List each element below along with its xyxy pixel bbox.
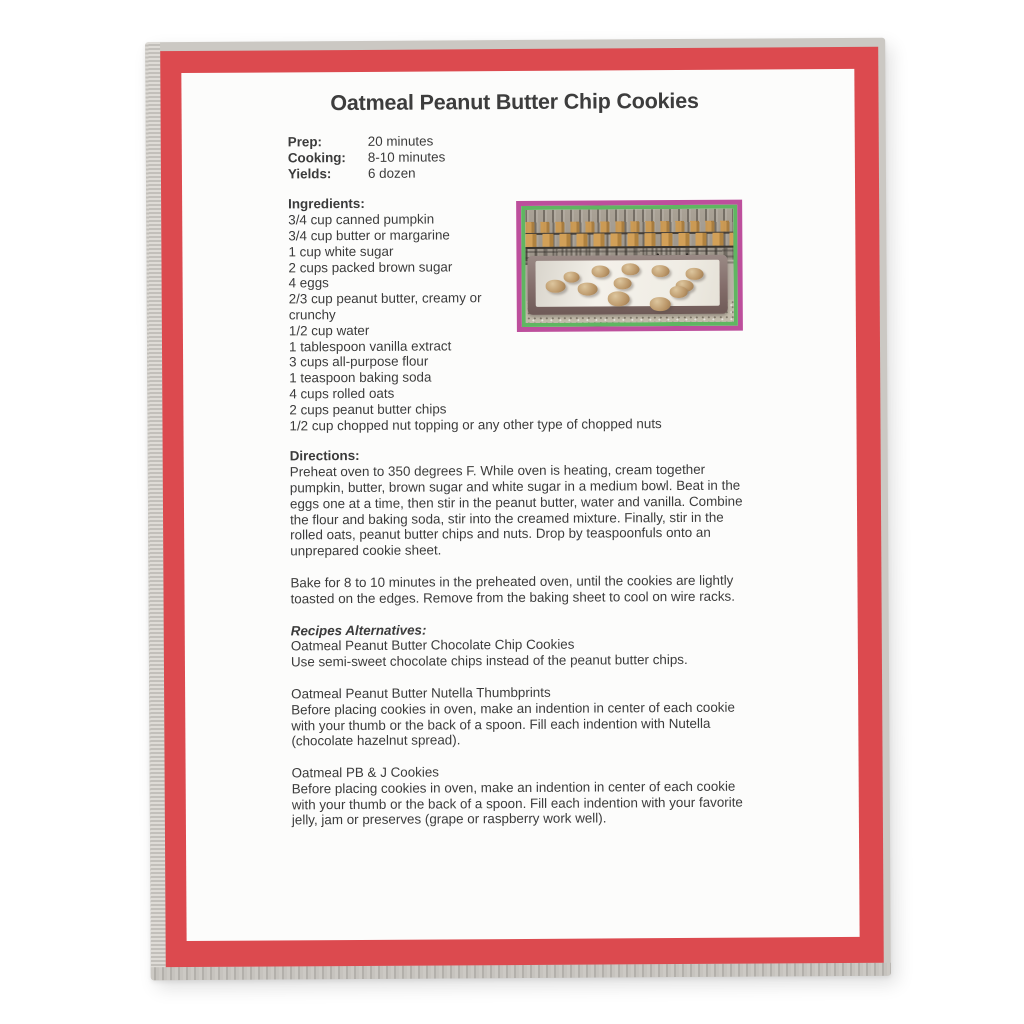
alternative-description: Before placing cookies in oven, make an indention in center of each cookie with your thumb or the back of a spoon. Fill each indention with your favorite jelly, jam or preserves (grape or raspberry work well). bbox=[291, 778, 743, 828]
meta-label: Cooking: bbox=[287, 149, 346, 166]
ingredient-item: 1/2 cup water bbox=[288, 322, 370, 339]
meta-label: Yields: bbox=[287, 165, 332, 181]
ingredient-item: 1 cup white sugar bbox=[288, 243, 394, 260]
directions-section bbox=[290, 446, 745, 607]
cookie-photo-scene bbox=[525, 209, 734, 323]
alternative-name: Oatmeal PB & J Cookies bbox=[291, 764, 440, 781]
meta-value: 6 dozen bbox=[367, 165, 416, 181]
cookie-dough bbox=[621, 263, 639, 275]
ingredient-item: 3 cups all-purpose flour bbox=[289, 353, 429, 370]
alternative-recipe bbox=[292, 763, 746, 829]
alternative-recipe bbox=[291, 684, 745, 750]
alternatives-heading: Recipes Alternatives: bbox=[290, 622, 427, 638]
alternative-recipe bbox=[291, 636, 745, 670]
alternatives-section bbox=[291, 620, 746, 829]
cookie-photo-inner-border bbox=[521, 205, 738, 327]
alternative-description: Use semi-sweet chocolate chips instead of the peanut butter chips. bbox=[290, 652, 688, 670]
cookie-dough bbox=[578, 282, 598, 295]
recipe-title: Oatmeal Peanut Butter Chip Cookies bbox=[330, 88, 699, 116]
ingredient-item: 4 eggs bbox=[288, 275, 329, 291]
meta-value: 20 minutes bbox=[367, 133, 434, 149]
cookie-dough bbox=[546, 279, 566, 292]
ingredient-item: 3/4 cup butter or margarine bbox=[288, 227, 450, 244]
meta-label: Prep: bbox=[287, 134, 323, 150]
recipe-meta bbox=[288, 132, 742, 182]
cookie-photo bbox=[516, 200, 743, 332]
ingredient-item: 3/4 cup canned pumpkin bbox=[288, 211, 435, 228]
ingredients-heading: Ingredients: bbox=[288, 196, 365, 212]
cookie-dough bbox=[651, 265, 669, 277]
ingredient-item: 1 tablespoon vanilla extract bbox=[288, 337, 452, 354]
recipe-page bbox=[181, 69, 859, 941]
recipe-content bbox=[181, 69, 859, 829]
baked-cookies-row bbox=[525, 233, 733, 249]
bake-paragraph: Bake for 8 to 10 minutes in the preheated oven, until the cookies are lightly toasted on the edges. Remove from the baking sheet to cool on wire racks. bbox=[290, 572, 735, 607]
cookie-dough bbox=[650, 297, 671, 311]
alternative-name: Oatmeal Peanut Butter Nutella Thumbprints bbox=[291, 684, 551, 702]
sheet-protector bbox=[145, 38, 891, 981]
ingredient-item: 1 teaspoon baking soda bbox=[289, 369, 432, 386]
baking-sheet bbox=[528, 254, 728, 315]
ingredient-item: 2 cups peanut butter chips bbox=[289, 401, 447, 418]
recipe-page-red-border bbox=[160, 47, 884, 967]
cookie-dough bbox=[685, 268, 703, 280]
directions-heading: Directions: bbox=[289, 448, 360, 464]
alternative-name: Oatmeal Peanut Butter Chocolate Chip Cookies bbox=[290, 636, 575, 654]
cookie-dough bbox=[669, 286, 687, 298]
ingredient-item: 2/3 cup peanut butter, creamy or crunchy bbox=[288, 290, 482, 323]
ingredient-item: 1/2 cup chopped nut topping or any other type of chopped nuts bbox=[289, 415, 662, 433]
ingredient-item: 2 cups packed brown sugar bbox=[288, 258, 453, 275]
alternative-description: Before placing cookies in oven, make an indention in center of each cookie with your thumb or the back of a spoon. Fill each indention with Nutella (chocolate hazelnut spread). bbox=[291, 699, 735, 749]
ingredient-item: 4 cups rolled oats bbox=[289, 385, 395, 402]
cookie-dough bbox=[608, 291, 630, 306]
meta-value: 8-10 minutes bbox=[367, 149, 446, 165]
ingredients-section bbox=[288, 194, 743, 434]
meta-row-yields bbox=[288, 163, 742, 182]
directions-paragraph: Preheat oven to 350 degrees F. While oven is heating, cream together pumpkin, butter, brown sugar and white sugar in a medium bowl. Beat in the eggs one at a time, then stir in the peanut butter, water and vanilla. Combine the flour and baking soda, stir into the creamed mixture. Finally, stir in the rolled oats, peanut butter chips and nuts. Drop by teaspoonfuls onto an unprepared cookie sheet. bbox=[289, 461, 743, 559]
